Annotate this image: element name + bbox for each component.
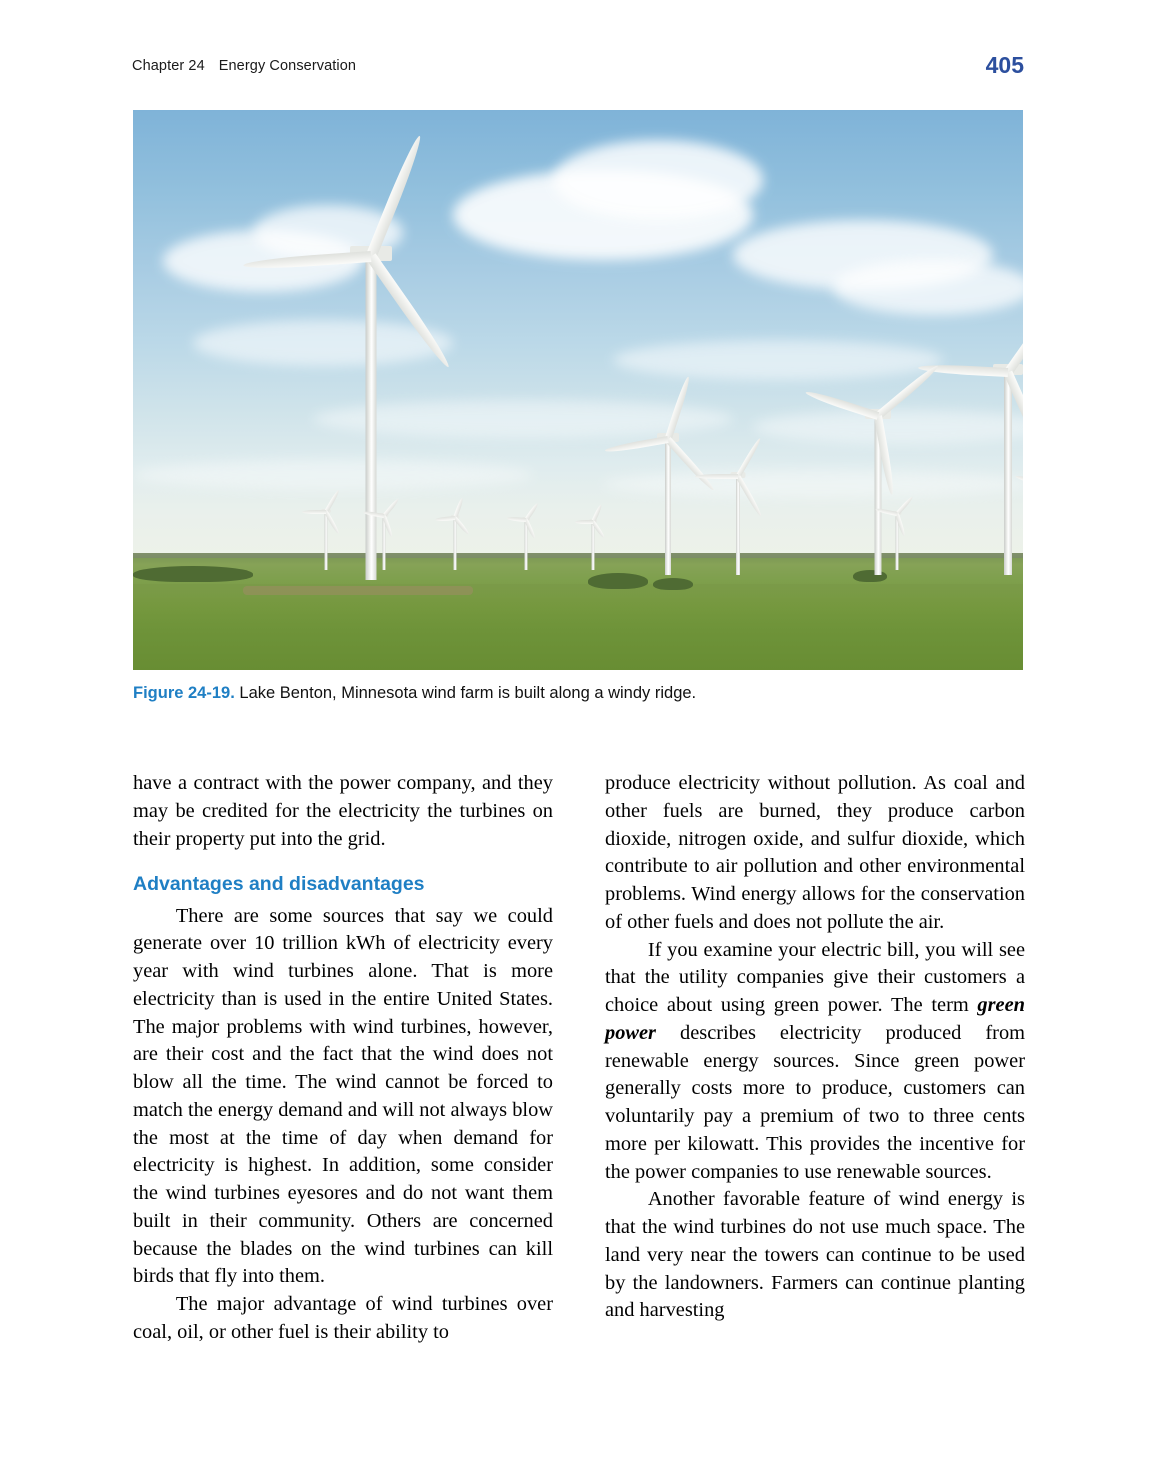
bush [588,573,648,589]
right-column [605,770,1025,1325]
turbine-blade [366,253,452,370]
turbine-blade [435,516,455,522]
figure-label: Figure 24-19. [133,684,235,702]
figure-caption-text: Lake Benton, Minnesota wind farm is built along a windy ridge. [239,684,697,702]
wind-turbine [1013,480,1023,575]
paragraph: have a contract with the power company, and they may be credited for the electricity the turbines on their property put into the grid. [133,772,553,850]
section-subhead: Advantages and disadvantages [133,873,425,896]
chapter-number: Chapter 24 [132,58,205,74]
page-number: 405 [985,52,1024,78]
wind-turbine [573,518,613,570]
cloud [833,260,1023,315]
wind-turbine [693,470,783,575]
turbine-blade [1015,474,1023,489]
glossary-term: green power [605,994,1025,1044]
wind-turbine [361,512,407,570]
turbine-blade [575,520,593,524]
chapter-title: Energy Conservation [218,58,357,74]
left-column [133,770,553,1347]
turbine-tower [454,518,457,570]
turbine-tower [665,437,671,575]
running-head-left [132,58,356,74]
turbine-blade [243,251,371,271]
wind-turbine [873,510,921,570]
paragraph: There are some sources that say we could generate over 10 trillion kWh of electricity every year with wind turbines alone. That is more electricity than is used in the entire United States. The major problems with wind turbines, however, are their cost and the fact that the wind does not blow all the time. The wind cannot be forced to match the energy demand and will not always blow the most at the time of day when demand for electricity is highest. In addition, some consider the wind turbines eyesores and do not want them built in their community. Others are concerned because the blades on the wind turbines can kill birds that fly into them. [133,904,553,1288]
paragraph: Another favorable feature of wind energy is that the wind turbines do not use much space. The land very near the towers can continue to be used by the landowners. Farmers can continue planting and harvesting [605,1188,1025,1322]
turbine-blade [363,510,384,518]
wind-farm-photo [133,110,1023,670]
running-head [132,52,1024,78]
wind-turbine [433,514,477,570]
paragraph-part: If you examine your electric bill, you will see that the utility companies give their customers a choice about using green power. The term [605,938,1025,1016]
dirt-path [243,586,473,595]
cloud [553,140,763,220]
wind-turbine [301,508,351,570]
figure-caption [133,682,1023,704]
paragraph: produce electricity without pollution. As coal and other fuels are burned, they produce carbon dioxide, nitrogen oxide, and sulfur dioxide, which contribute to air pollution and other environmental problems. Wind energy allows for the conservation of other fuels and does not pollute the air. [605,772,1025,933]
paragraph-part: describes electricity produced from renewable energy sources. Since green power generally costs more to produce, customers can voluntarily pay a premium of two to three cents more per kilowatt. This provides the incentive for the power companies to use renewable sources. [605,1021,1025,1183]
cloud [613,340,943,380]
turbine-blade [695,474,738,479]
turbine-blade [302,510,326,514]
bush [653,578,693,590]
turbine-tower [736,475,740,575]
paragraph: The major advantage of wind turbines over coal, oil, or other fuel is their ability to [133,1293,553,1343]
turbine-blade [507,516,526,522]
turbine-tower [1004,367,1012,575]
figure-24-19 [133,110,1023,702]
body-columns [133,770,1025,1370]
turbine-blade [604,436,668,454]
turbine-tower [592,522,595,570]
wind-turbine [505,516,547,570]
paragraph [605,937,1025,1187]
turbine-tower [325,512,328,570]
bush [133,566,253,582]
